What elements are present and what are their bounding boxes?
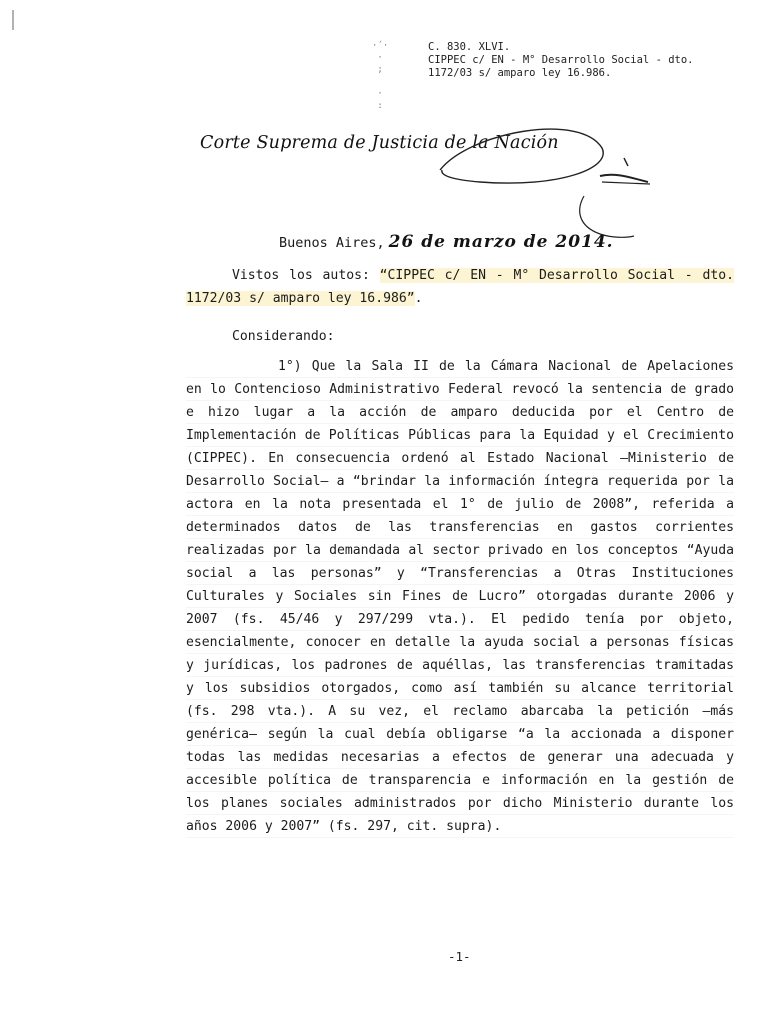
vistos-paragraph [186,264,734,310]
page-number: -1- [448,949,471,964]
considerando-paragraph-1: 1°) Que la Sala II de la Cámara Nacional de Apelaciones en lo Contencioso Administrativo Federal revocó la sentencia de grado e hizo lugar a la acción de amparo deducida por el Centro de Implementación de Políticas Públicas para la Equidad y el Crecimiento (CIPPEC). En consecuencia ordenó al Estado Nacional —Ministerio de Desarrollo Social— a “brindar la información íntegra requerida por la actora en la nota presentada el 1° de julio de 2008”, referida a determinados datos de las transferencias en gastos corrientes realizadas por la demandada al sector privado en los conceptos “Ayuda social a las personas” y “Transferencias a Otras Instituciones Culturales y Sociales sin Fines de Lucro” otorgadas durante 2006 y 2007 (fs. 45/46 y 297/299 vta.). El pedido tenía por objeto, esencialmente, conocer en detalle la ayuda social a personas físicas y jurídicas, los padrones de aquéllas, las transferencias tramitadas y los subsidios otorgados, como así también su alcance territorial (fs. 298 vta.). A su vez, el reclamo abarcaba la petición —más genérica— según la cual debía obligarse “a la accionada a disponer todas las medidas necesarias a efectos de generar una adecuada y accesible política de transparencia e información en la gestión de los planes sociales administrados por dicho Ministerio durante los años 2006 y 2007” (fs. 297, cit. supra). [186,355,734,838]
signature-flourish [0,0,768,260]
scan-specks: ·´· · ; · : [372,41,389,111]
case-caption-highlight: “CIPPEC c/ EN - M° Desarrollo Social - dto. 1172/03 s/ amparo ley 16.986” [186,268,734,306]
case-number: C. 830. XLVI. [428,41,511,53]
date-line [279,232,614,252]
handwritten-date: 26 de marzo de 2014. [388,232,614,252]
considerando-heading: Considerando: [232,329,335,344]
vistos-prefix: Vistos los autos: [232,268,380,283]
vistos-suffix: . [414,291,423,306]
court-title: Corte Suprema de Justicia de la Nación [200,133,559,153]
case-title-line-2: 1172/03 s/ amparo ley 16.986. [428,67,612,79]
case-title-line-1: CIPPEC c/ EN - M° Desarrollo Social - dto. [428,54,694,66]
place-label: Buenos Aires, [279,235,385,251]
